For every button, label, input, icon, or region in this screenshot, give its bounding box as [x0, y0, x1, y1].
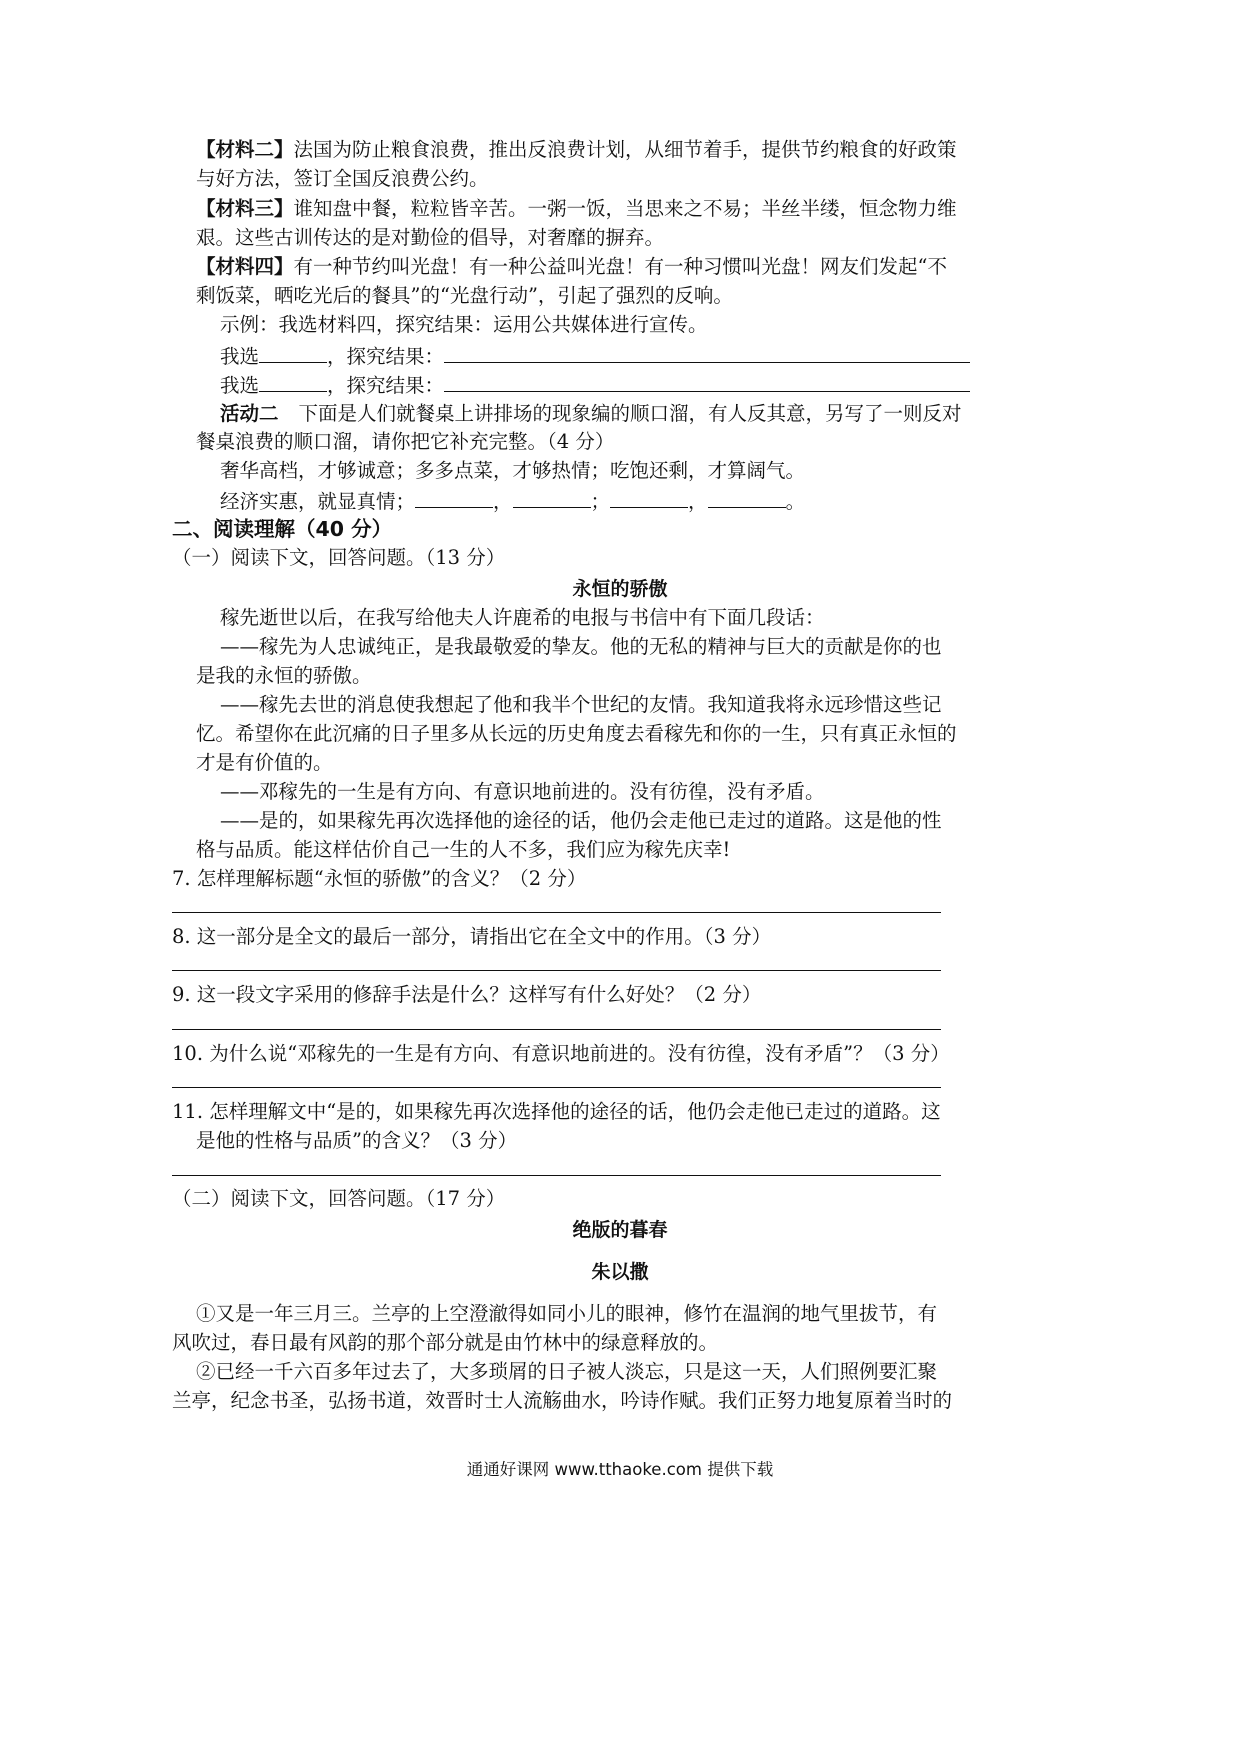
- result-blank-2[interactable]: [444, 371, 970, 392]
- separator: ，: [493, 490, 513, 513]
- question-10: 10. 为什么说“邓稼先的一生是有方向、有意识地前进的。没有彷徨，没有矛盾”？（3 分）: [172, 1042, 950, 1065]
- activity-2-title: 活动二: [220, 402, 279, 425]
- material-3-text: 谁知盘中餐，粒粒皆辛苦。一粥一饭，当思来之不易；半丝半缕，恒念物力维: [293, 197, 957, 220]
- jingle-blank-4[interactable]: [708, 487, 786, 508]
- part-1-title: 永恒的骄傲: [572, 578, 668, 600]
- passage-2-para-2-line-2: 兰亭，纪念书圣，弘扬书道，效晋时士人流觞曲水，吟诗作赋。我们正努力地复原着当时的: [172, 1389, 953, 1412]
- choose-row-1: [220, 342, 970, 370]
- part-2-author: 朱以撒: [591, 1261, 649, 1283]
- material-2-line-1: [196, 137, 957, 163]
- material-3-line-1: [196, 196, 957, 222]
- choose-row-2: [220, 371, 970, 399]
- activity-2-instruction: 下面是人们就餐桌上讲排场的现象编的顺口溜，有人反其意，另写了一则反对: [298, 402, 962, 425]
- answer-line-8[interactable]: [172, 970, 941, 971]
- jingle-rewrite: [220, 487, 805, 515]
- activity-2-line-1: [220, 401, 962, 427]
- part-2-title: 绝版的暮春: [572, 1219, 668, 1241]
- passage-1-para-5-line-2: 格与品质。能这样估价自己一生的人不多，我们应为稼先庆幸!: [196, 838, 731, 861]
- result-label: ，探究结果：: [327, 374, 445, 397]
- answer-line-9[interactable]: [172, 1029, 941, 1030]
- question-8: 8. 这一部分是全文的最后一部分，请指出它在全文中的作用。（3 分）: [172, 925, 772, 948]
- material-4-line-2: 剩饭菜，晒吃光后的餐具”的“光盘行动”，引起了强烈的反响。: [196, 284, 733, 307]
- choose-blank-1[interactable]: [259, 342, 327, 363]
- activity-2-line-2: 餐桌浪费的顺口溜，请你把它补充完整。（4 分）: [196, 430, 615, 453]
- passage-1-para-4: ——邓稼先的一生是有方向、有意识地前进的。没有彷徨，没有矛盾。: [220, 780, 825, 803]
- question-7: 7. 怎样理解标题“永恒的骄傲”的含义？（2 分）: [172, 867, 587, 890]
- passage-1-para-3-line-1: ——稼先去世的消息使我想起了他和我半个世纪的友情。我知道我将永远珍惜这些记: [220, 693, 942, 716]
- passage-2-para-2-line-1: ②已经一千六百多年过去了，大多琐屑的日子被人淡忘，只是这一天，人们照例要汇聚: [196, 1360, 938, 1383]
- material-4-line-1: [196, 254, 947, 280]
- passage-1-para-3-line-2: 忆。希望你在此沉痛的日子里多从长远的历史角度去看稼先和你的一生，只有真正永恒的: [196, 722, 957, 745]
- question-11-line-2: 是他的性格与品质”的含义？（3 分）: [196, 1129, 518, 1152]
- passage-2-para-1-line-2: 风吹过，春日最有风韵的那个部分就是由竹林中的绿意释放的。: [172, 1331, 719, 1354]
- choose-label: 我选: [220, 374, 260, 397]
- material-3-line-2: 艰。这些古训传达的是对勤俭的倡导，对奢靡的摒弃。: [196, 226, 665, 249]
- page-footer: 通通好课网 www.tthaoke.com 提供下载: [466, 1460, 774, 1479]
- passage-1-para-2-line-1: ——稼先为人忠诚纯正，是我最敬爱的挚友。他的无私的精神与巨大的贡献是你的也: [220, 635, 942, 658]
- choose-label: 我选: [220, 345, 260, 368]
- passage-1-para-2-line-2: 是我的永恒的骄傲。: [196, 664, 372, 687]
- material-2-tag: 【材料二】: [196, 138, 294, 161]
- question-11-line-1: 11. 怎样理解文中“是的，如果稼先再次选择他的途径的话，他仍会走他已走过的道路。这: [172, 1100, 941, 1123]
- choose-blank-2[interactable]: [259, 371, 327, 392]
- answer-line-7[interactable]: [172, 912, 941, 913]
- passage-2-para-1-line-1: ①又是一年三月三。兰亭的上空澄澈得如同小儿的眼神，修竹在温润的地气里拔节，有: [196, 1302, 938, 1325]
- separator: 。: [785, 490, 806, 513]
- jingle-blank-1[interactable]: [415, 487, 493, 508]
- answer-line-11[interactable]: [172, 1175, 941, 1176]
- jingle-blank-3[interactable]: [610, 487, 688, 508]
- material-4-tag: 【材料四】: [196, 255, 294, 278]
- question-9: 9. 这一段文字采用的修辞手法是什么？这样写有什么好处？（2 分）: [172, 983, 762, 1006]
- section-2-heading: 二、阅读理解（40 分）: [172, 517, 393, 541]
- jingle-start: 经济实惠，就显真情；: [220, 490, 416, 513]
- jingle-blank-2[interactable]: [513, 487, 591, 508]
- passage-1-para-3-line-3: 才是有价值的。: [196, 751, 333, 774]
- part-1-intro: （一）阅读下文，回答问题。（13 分）: [172, 546, 506, 569]
- jingle-original: 奢华高档，才够诚意；多多点菜，才够热情；吃饱还剩，才算阔气。: [220, 459, 806, 482]
- result-blank-1[interactable]: [444, 342, 970, 363]
- result-label: ，探究结果：: [327, 345, 445, 368]
- material-3-tag: 【材料三】: [196, 197, 294, 220]
- part-2-intro: （二）阅读下文，回答问题。（17 分）: [172, 1187, 506, 1210]
- separator: ，: [688, 490, 708, 513]
- passage-1-para-5-line-1: ——是的，如果稼先再次选择他的途径的话，他仍会走他已走过的道路。这是他的性: [220, 809, 942, 832]
- passage-1-para-1: 稼先逝世以后，在我写给他夫人许鹿希的电报与书信中有下面几段话：: [220, 606, 825, 629]
- answer-line-10[interactable]: [172, 1087, 941, 1088]
- separator: ；: [590, 490, 611, 513]
- example-line: 示例：我选材料四，探究结果：运用公共媒体进行宣传。: [220, 313, 708, 336]
- material-2-text: 法国为防止粮食浪费，推出反浪费计划，从细节着手，提供节约粮食的好政策: [293, 138, 957, 161]
- material-2-line-2: 与好方法，签订全国反浪费公约。: [196, 167, 489, 190]
- material-4-text: 有一种节约叫光盘！有一种公益叫光盘！有一种习惯叫光盘！网友们发起“不: [293, 255, 947, 278]
